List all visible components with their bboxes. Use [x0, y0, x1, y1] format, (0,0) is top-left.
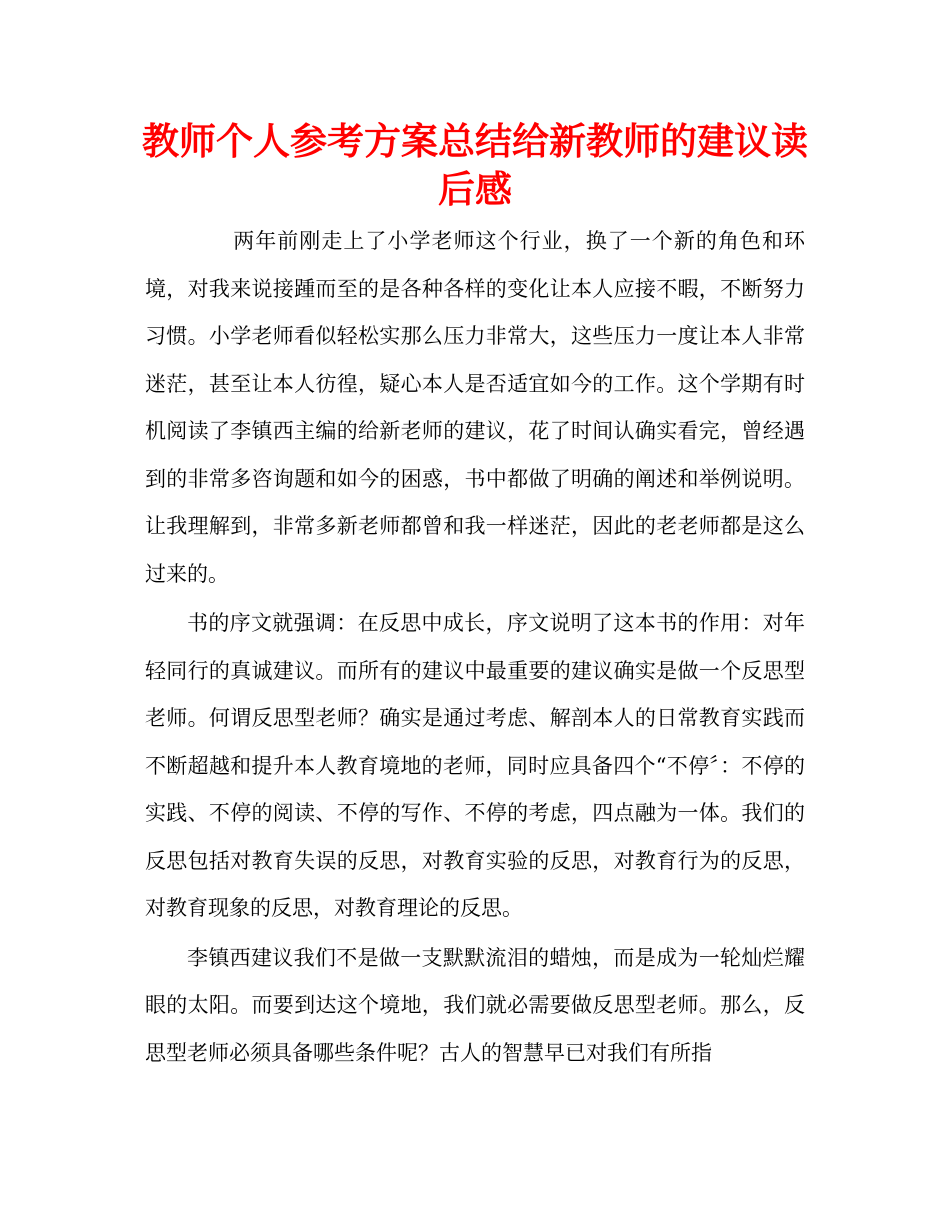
paragraph-2: 书的序文就强调：在反思中成长，序文说明了这本书的作用：对年轻同行的真诚建议。而所有的建议中最重要的建议确实是做一个反思型老师。何谓反思型老师？确实是通过考虑、解剖本人的日常教育实践而不断超越和提升本人教育境地的老师，同时应具备四个“不停〞：不停的实践、不停的阅读、不停的写作、不停的考虑，四点融为一体。我们的反思包括对教育失误的反思，对教育实验的反思，对教育行为的反思，对教育现象的反思，对教育理论的反思。: [145, 611, 805, 920]
document-title: 教师个人参考方案总结给新教师的建议读后感: [142, 120, 808, 211]
document-body: [145, 218, 805, 1079]
paragraph-1: 两年前刚走上了小学老师这个行业，换了一个新的角色和环境，对我来说接踵而至的是各种各样的变化让本人应接不暇，不断努力习惯。小学老师看似轻松实那么压力非常大，这些压力一度让本人非常迷茫，甚至让本人彷徨，疑心本人是否适宜如今的工作。这个学期有时机阅读了李镇西主编的给新老师的建议，花了时间认确实看完，曾经遇到的非常多咨询题和如今的困惑，书中都做了明确的阐述和举例说明。让我理解到，非常多新老师都曾和我一样迷茫，因此的老老师都是这么过来的。: [145, 229, 805, 586]
paragraph-3: 李镇西建议我们不是做一支默默流泪的蜡烛，而是成为一轮灿烂耀眼的太阳。而要到达这个境地，我们就必需要做反思型老师。那么，反思型老师必须具备哪些条件呢？古人的智慧早已对我们有所指: [145, 945, 805, 1065]
